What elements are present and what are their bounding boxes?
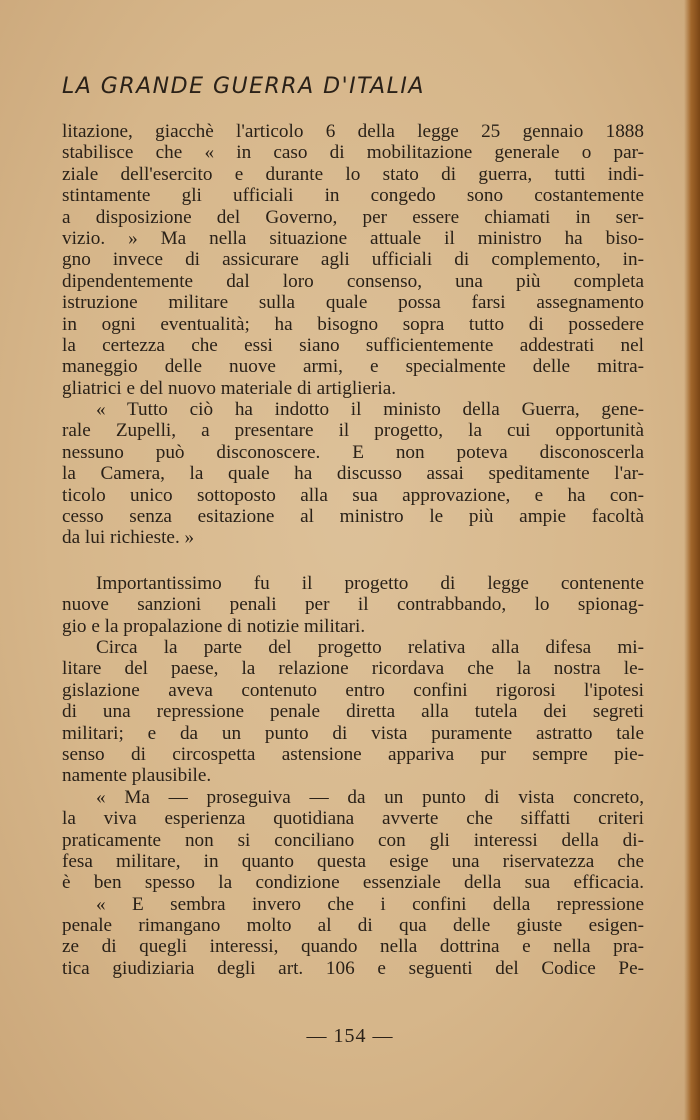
text-line: nessuno può disconoscere. E non poteva disconoscerla xyxy=(62,441,644,463)
paragraph xyxy=(62,787,644,894)
text-line: dipendentemente dal loro consenso, una più completa xyxy=(62,270,644,292)
text-line: ze di quegli interessi, quando nella dottrina e nella pra- xyxy=(62,936,644,958)
text-line: gno invece di assicurare agli ufficiali di complemento, in- xyxy=(62,249,644,271)
text-line: cesso senza esitazione al ministro le più ampie facoltà xyxy=(62,506,644,528)
paragraph xyxy=(62,399,644,549)
text-line: stintamente gli ufficiali in congedo sono costantemente xyxy=(62,185,644,207)
text-line: gio e la propalazione di notizie militari. xyxy=(62,615,366,637)
text-line: Importantissimo fu il progetto di legge contenente xyxy=(96,572,644,594)
paragraph xyxy=(62,573,644,637)
text-line: litazione, giacchè l'articolo 6 della legge 25 gennaio 1888 xyxy=(62,121,644,142)
text-line: Circa la parte del progetto relativa alla difesa mi- xyxy=(96,636,644,658)
text-line: ticolo unico sottoposto alla sua approvazione, e ha con- xyxy=(62,484,644,506)
text-line: « E sembra invero che i confini della repressione xyxy=(96,893,644,915)
paragraph-gap xyxy=(62,549,644,573)
page-edge-shadow xyxy=(684,0,700,1120)
text-line: « Tutto ciò ha indotto il ministo della Guerra, gene- xyxy=(96,399,644,421)
text-line: tica giudiziaria degli art. 106 e seguenti del Codice Pe- xyxy=(62,957,644,979)
text-line: senso di circospetta astensione appariva pur sempre pie- xyxy=(62,743,644,765)
text-line: fesa militare, in quanto questa esige una riservatezza che xyxy=(62,850,644,872)
text-line: gislazione aveva contenuto entro confini rigorosi l'ipotesi xyxy=(62,679,644,701)
paragraph xyxy=(62,637,644,787)
body-text xyxy=(62,121,644,979)
running-head: LA GRANDE GUERRA D'ITALIA xyxy=(62,74,425,99)
text-line: la viva esperienza quotidiana avverte che siffatti criteri xyxy=(62,808,644,830)
text-line: istruzione militare sulla quale possa farsi assegnamento xyxy=(62,292,644,314)
text-line: vizio. » Ma nella situazione attuale il ministro ha biso- xyxy=(62,227,644,249)
text-line: la certezza che essi siano sufficientemente addestrati nel xyxy=(62,334,644,356)
text-line: namente plausibile. xyxy=(62,765,212,787)
text-line: penale rimangano molto al di qua delle giuste esigen- xyxy=(62,915,644,937)
text-line: da lui richieste. » xyxy=(62,527,195,549)
text-line: è ben spesso la condizione essenziale della sua efficacia. xyxy=(62,872,644,894)
text-line: ziale dell'esercito e durante lo stato di guerra, tutti indi- xyxy=(62,163,644,185)
text-line: di una repressione penale diretta alla tutela dei segreti xyxy=(62,701,644,723)
text-line: nuove sanzioni penali per il contrabbando, lo spionag- xyxy=(62,594,644,616)
page-number: — 154 — xyxy=(306,1025,394,1047)
text-line: maneggio delle nuove armi, e specialmente delle mitra- xyxy=(62,356,644,378)
text-line: litare del paese, la relazione ricordava che la nostra le- xyxy=(62,658,644,680)
text-line: « Ma — proseguiva — da un punto di vista concreto, xyxy=(96,786,644,808)
text-line: in ogni eventualità; ha bisogno sopra tutto di possedere xyxy=(62,313,644,335)
paragraph xyxy=(62,894,644,980)
text-line: stabilisce che « in caso di mobilitazione generale o par- xyxy=(62,142,644,164)
text-line: rale Zupelli, a presentare il progetto, la cui opportunità xyxy=(62,420,644,442)
text-line: militari; e da un punto di vista puramente astratto tale xyxy=(62,722,644,744)
text-line: a disposizione del Governo, per essere chiamati in ser- xyxy=(62,206,644,228)
paragraph xyxy=(62,121,644,399)
text-line: praticamente non si conciliano con gli interessi della di- xyxy=(62,829,644,851)
text-line: gliatrici e del nuovo materiale di artiglieria. xyxy=(62,377,397,399)
text-line: la Camera, la quale ha discusso assai speditamente l'ar- xyxy=(62,463,644,485)
